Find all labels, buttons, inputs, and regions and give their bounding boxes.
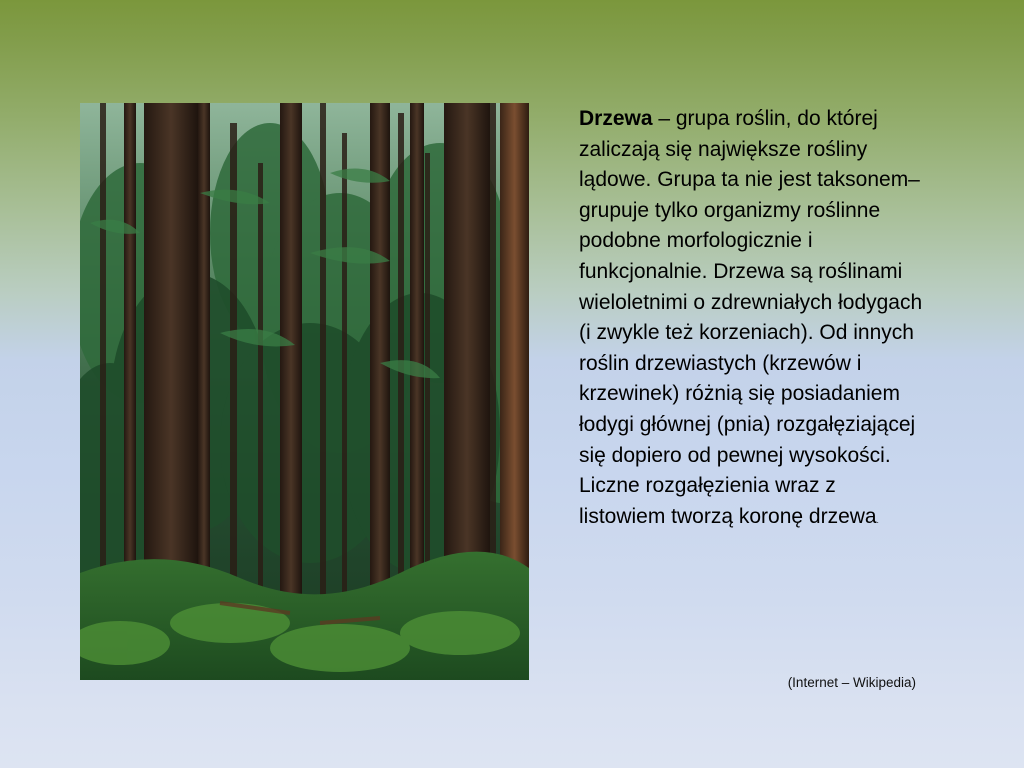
definition-tail: . [876,515,879,525]
definition-text [579,104,924,536]
source-citation: (Internet – Wikipedia) [787,675,916,690]
term-drzewa: Drzewa [579,107,653,130]
definition-body: – grupa roślin, do której zaliczają się największe rośliny lądowe. Grupa ta nie jest taksonem– grupuje tylko organizmy roślinne podobne morfologicznie i funkcjonalnie. Drzewa są roślinami wieloletnimi o zdrewniałych łodygach (i zwykle też korzeniach). Od innych roślin drzewiastych (krzewów i krzewinek) różnią się posiadaniem łodygi głównej (pnia) rozgałęziającej się dopiero od pewnej wysokości. Liczne rozgałęzienia wraz z listowiem tworzą koronę drzewa [579,107,923,528]
forest-photo [80,103,529,680]
forest-image-icon [80,103,529,680]
